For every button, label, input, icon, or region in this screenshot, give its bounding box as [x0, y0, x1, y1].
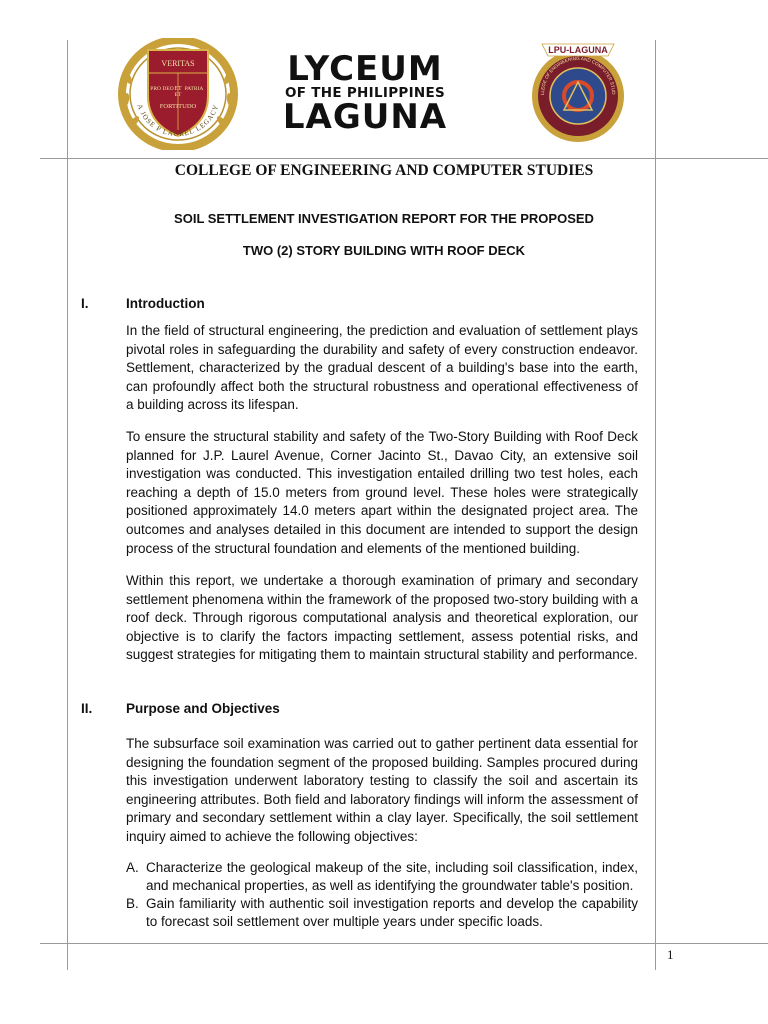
- list-item-text: Gain familiarity with authentic soil investigation reports and develop the capability to forecast soil settlement over multiple years under specific loads.: [146, 896, 638, 929]
- intro-paragraph-3: Within this report, we undertake a thorough examination of primary and secondary settlement phenomena within the framework of the proposed two-story building with a roof deck. Through rigorous computational analysis and theoretical exploration, our objective is to clarify the factors impacting settlement, assess potential risks, and suggest strategies for mitigating them to maintain structural stability and performance.: [126, 573, 638, 663]
- list-item-letter: A.: [126, 860, 139, 875]
- svg-text:COLLEGE OF ENGINEERING AND COM: LLEGE OF ENGINEERING AND COMPUTER STUD: [539, 55, 617, 96]
- wordmark-laguna: LAGUNA: [282, 97, 448, 137]
- wordmark-of-the-philippines: OF THE PHILIPPINES: [284, 85, 446, 101]
- intro-paragraph-1: In the field of structural engineering, the prediction and evaluation of settlement plays pivotal roles in safeguarding the durability and safety of every construction endeavor. Settlement, characterized by the gradual descent of a building's base into the earth, can profoundly affect both the structural robustness and operational effectiveness of a building across its lifespan.: [126, 323, 638, 413]
- purpose-paragraph: The subsurface soil examination was carried out to gather pertinent data essential for designing the foundation segment of the proposed building. Samples procured during this investigation underwent laboratory testing to classify the soil and ascertain its engineering attributes. Both field and laboratory findings will inform the assessment of primary and secondary settlement within a clay layer. Specifically, the soil settlement inquiry aimed to achieve the following objectives:: [126, 736, 638, 844]
- lpu-laguna-coecs-seal-logo: [524, 38, 632, 146]
- objectives-list: [126, 859, 638, 931]
- svg-text:ET: ET: [174, 92, 182, 98]
- wordmark-lyceum: LYCEUM: [287, 49, 443, 89]
- svg-text:ET: ET: [174, 86, 182, 92]
- report-title-line-2: TWO (2) STORY BUILDING WITH ROOF DECK: [242, 243, 526, 258]
- svg-text:FORTITUDO: FORTITUDO: [159, 103, 197, 110]
- section-title: Purpose and Objectives: [126, 701, 280, 716]
- page-number: 1: [667, 947, 674, 962]
- lyceum-seal-logo: [118, 38, 238, 150]
- college-heading: COLLEGE OF ENGINEERING AND COMPUTER STUDIES: [174, 162, 594, 179]
- svg-text:VERITAS: VERITAS: [161, 59, 195, 68]
- list-item: [126, 859, 638, 895]
- svg-text:LPU-LAGUNA: LPU-LAGUNA: [548, 45, 608, 55]
- section-number: II.: [81, 701, 93, 716]
- list-item: [126, 895, 638, 931]
- institution-wordmark: [275, 49, 455, 137]
- crop-line-top: [40, 158, 768, 159]
- report-title-line-1: SOIL SETTLEMENT INVESTIGATION REPORT FOR THE PROPOSED: [174, 211, 594, 226]
- list-item-text: Characterize the geological makeup of the site, including soil classification, index, and mechanical properties, as well as identifying the groundwater table's position.: [146, 860, 638, 893]
- crop-line-bottom: [40, 943, 768, 944]
- section-number: I.: [81, 296, 89, 311]
- intro-paragraph-2: To ensure the structural stability and safety of the Two-Story Building with Roof Deck planned for J.P. Laurel Avenue, Corner Jacinto St., Davao City, an extensive soil investigation was conducted. This investigation entailed drilling two test holes, each reaching a depth of 15.0 meters from ground level. These holes were strategically positioned approximately 14.0 meters apart within the designated project area. The outcomes and analyses detailed in this document are intended to support the design process of the structural foundation and elements of the mentioned building.: [126, 429, 638, 556]
- svg-text:PRO DEO: PRO DEO: [150, 86, 174, 92]
- list-item-letter: B.: [126, 896, 139, 911]
- section-title: Introduction: [126, 296, 205, 311]
- svg-text:PATRIA: PATRIA: [184, 86, 204, 92]
- svg-text:A JOSE P LAUREL LEGACY: A JOSE P LAUREL LEGACY: [135, 103, 221, 139]
